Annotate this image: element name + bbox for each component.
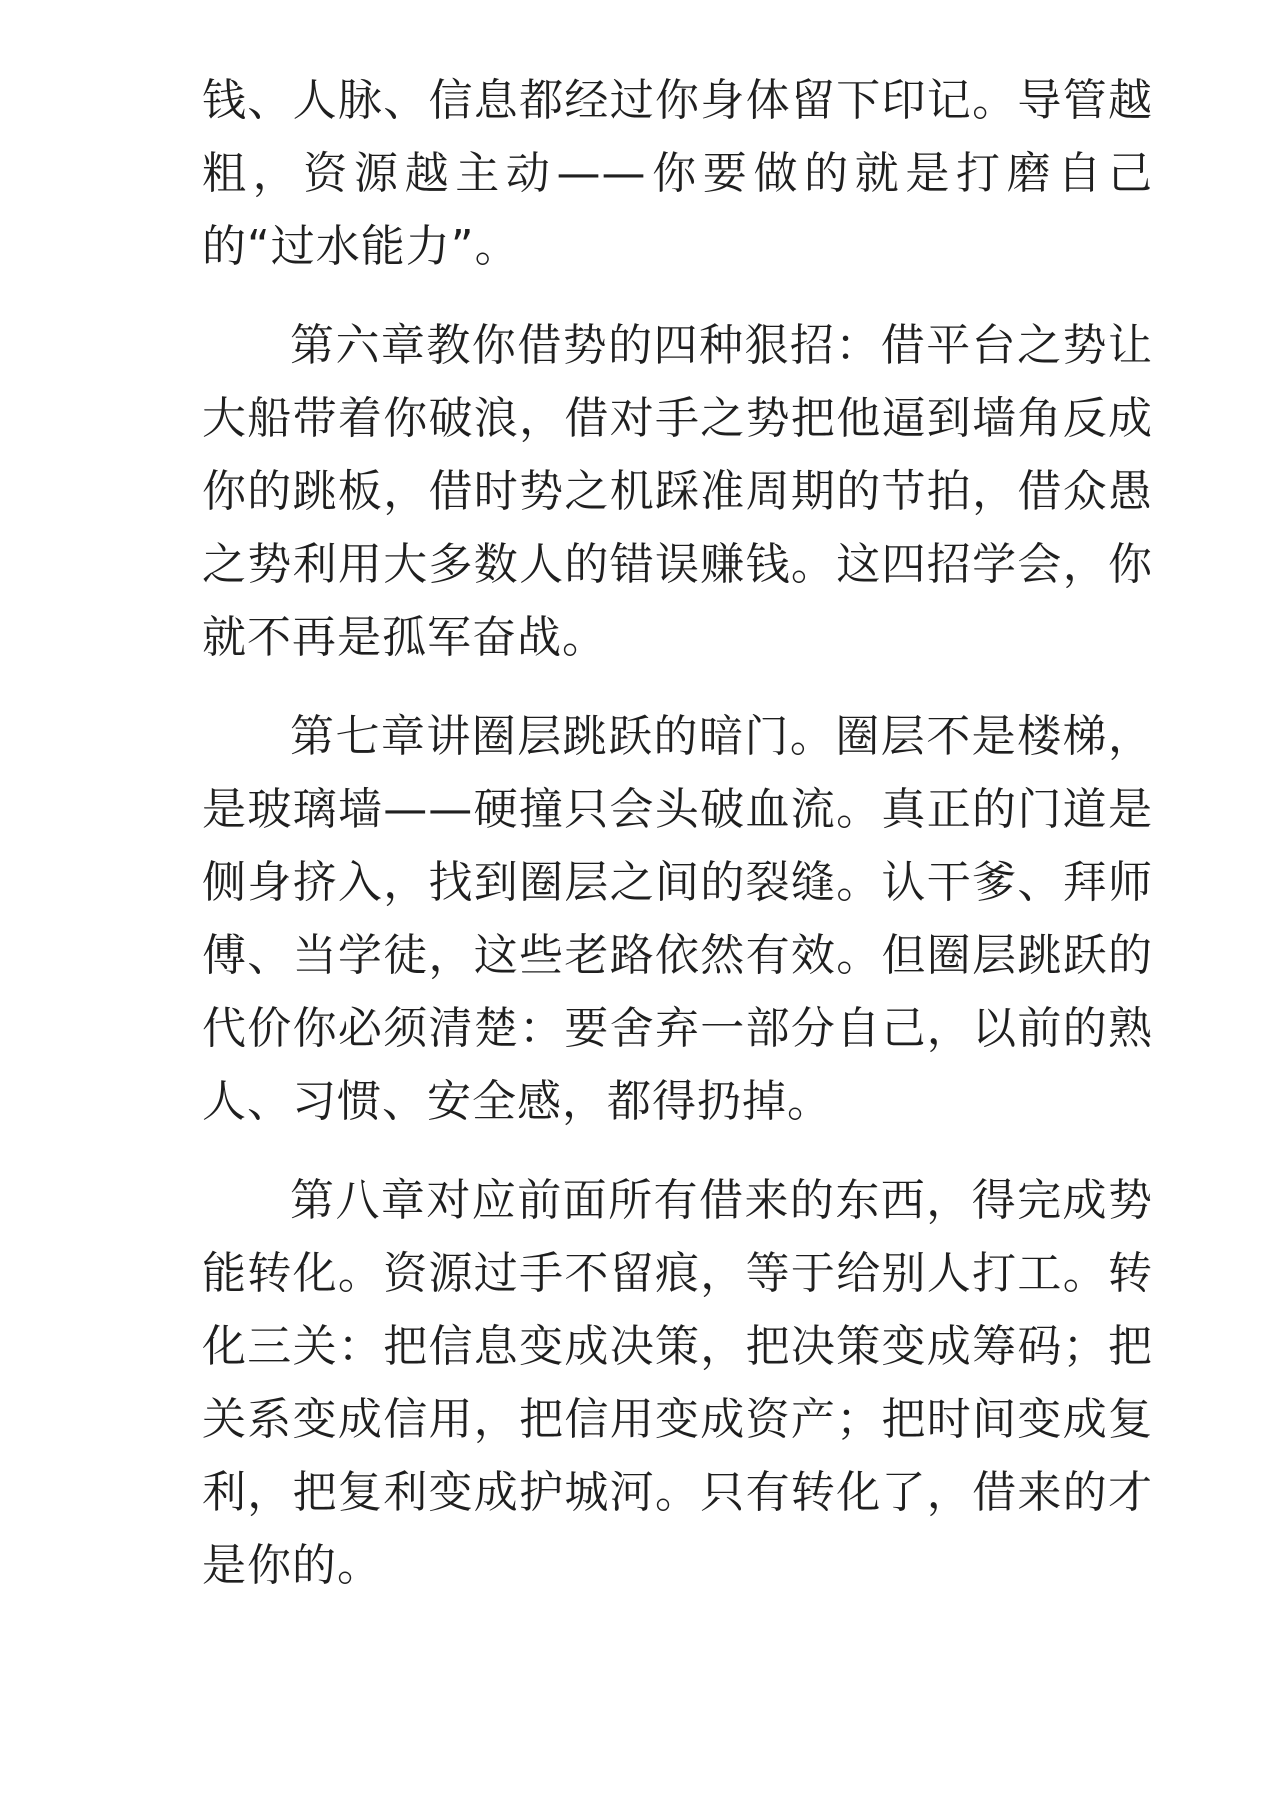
paragraph-continued: 钱、人脉、信息都经过你身体留下印记。导管越粗，资源越主动——你要做的就是打磨自己的“过水能力”。 (202, 75, 1153, 272)
paragraph-chapter-seven: 第七章讲圈层跳跃的暗门。圈层不是楼梯，是玻璃墙——硬撞只会头破血流。真正的门道是侧身挤入，找到圈层之间的裂缝。认干爹、拜师傅、当学徒，这些老路依然有效。但圈层跳跃的代价你必须清楚：要舍弃一部分自己，以前的熟人、习惯、安全感，都得扔掉。 (202, 711, 1153, 1127)
paragraph-chapter-six: 第六章教你借势的四种狠招：借平台之势让大船带着你破浪，借对手之势把他逼到墙角反成你的跳板，借时势之机踩准周期的节拍，借众愚之势利用大多数人的错误赚钱。这四招学会，你就不再是孤军奋战。 (202, 320, 1153, 663)
paragraph-chapter-eight: 第八章对应前面所有借来的东西，得完成势能转化。资源过手不留痕，等于给别人打工。转化三关：把信息变成决策，把决策变成筹码；把关系变成信用，把信用变成资产；把时间变成复利，把复利变成护城河。只有转化了，借来的才是你的。 (202, 1175, 1153, 1591)
